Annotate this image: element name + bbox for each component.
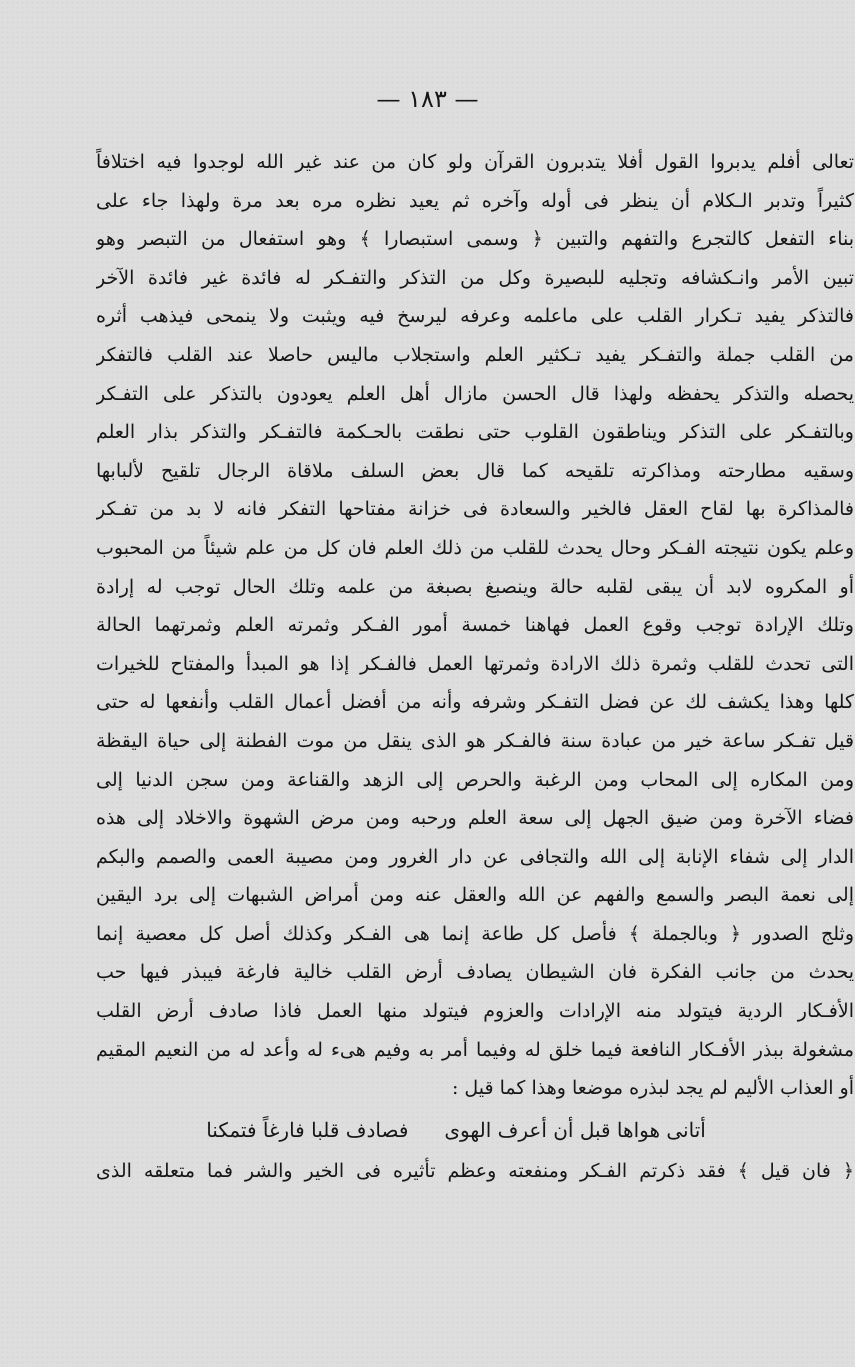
text-line: وثلج الصدور ﴿ وبالجملة ﴾ فأصل كل طاعة إنما هى الفـكر وكذلك أصل كل معصية إنما	[96, 922, 854, 945]
text-line: التى تحدث للقلب وثمرة ذلك الارادة وثمرتها العمل فالفـكر إذا هو المبدأ والمفتاح للخيرات	[96, 652, 854, 675]
closing-line: ﴿ فان قيل ﴾ فقد ذكرتم الفـكر ومنفعته وعظم تأثيره فى الخير والشر فما متعلقه الذى	[96, 1159, 854, 1182]
text-line: كلها وهذا يكشف لك عن فضل التفـكر وشرفه وأنه من أفضل أعمال القلب وأنفعها له حتى	[96, 691, 854, 714]
first-hemistich: أتانى هواها قبل أن أعرف الهوى	[444, 1117, 706, 1142]
text-line: وتلك الإرادة توجب وقوع العمل فهاهنا خمسة أمور الفـكر وثمرته العلم وثمرتهما الحالة	[96, 614, 854, 637]
text-line: كثيراً وتدبر الـكلام أن ينظر فى أوله وآخره ثم يعيد نظره مره بعد مرة ولهذا جاء على	[96, 189, 854, 212]
page-number: — ١٨٣ —	[376, 85, 479, 113]
body-text	[96, 143, 854, 1190]
text-line: تبين الأمر وانـكشافه وتجليه للبصيرة وكل من التذكر والتفـكر له فائدة غير فائدة الآخر	[96, 266, 854, 289]
text-line: وبالتفـكر على التذكر ويناطقون القلوب حتى نطقت بالحـكمة فالتفـكر والتذكر بذار العلم	[96, 421, 854, 444]
text-line: وسقيه مطارحته ومذاكرته تلقيحه كما قال بعض السلف ملاقاة الرجال تلقيح لألبابها	[96, 459, 854, 482]
second-hemistich: فصادف قلبا فارغاً فتمكنا	[206, 1117, 409, 1142]
text-line: مشغولة ببذر الأفـكار النافعة فيما خلق له وفيما أمر به وفيم هىء له وأعد له من النعيم المقيم	[96, 1038, 854, 1061]
text-line: فالتذكر يفيد تـكرار القلب على ماعلمه وعرفه ليرسخ فيه ويثبت ولا ينمحى فيذهب أثره	[96, 305, 854, 328]
text-line: يحدث من جانب الفكرة فان الشيطان يصادف أرض القلب خالية فارغة فيبذر فيها حب	[96, 961, 854, 984]
text-line: إلى نعمة البصر والسمع والفهم عن الله والعقل عنه ومن أمراض الشبهات إلى برد اليقين	[96, 884, 854, 907]
poetry-verse	[96, 1108, 816, 1152]
text-line: أو المكروه لابد أن يبقى لقلبه حالة وينصبغ بصبغة من علمه وتلك الحال توجب له إرادة	[96, 575, 854, 598]
text-line: أو العذاب الأليم لم يجد لبذره موضعا وهذا كما قيل :	[451, 1077, 854, 1100]
text-line: قيل تفـكر ساعة خير من عبادة سنة فالفـكر هو الذى ينقل من موت الفطنة إلى حياة اليقظة	[96, 729, 854, 752]
text-line: فالمذاكرة بها لقاح العقل فالخير والسعادة فى خزانة مفتاحها التفكر فانه لا بد من تفـكر	[96, 498, 854, 521]
text-line: ومن المكاره إلى المحاب ومن الرغبة والحرص إلى الزهد والقناعة ومن سجن الدنيا إلى	[96, 768, 854, 791]
text-line: يحصله والتذكر يحفظه ولهذا قال الحسن مازال أهل العلم يعودون بالتذكر على التفـكر	[96, 382, 854, 405]
text-line: تعالى أفلم يدبروا القول أفلا يتدبرون القرآن ولو كان من عند غير الله لوجدوا فيه اختلافاً	[96, 151, 854, 173]
text-line: بناء التفعل كالتجرع والتفهم والتبين ﴿ وسمى استبصارا ﴾ وهو استفعال من التبصر وهو	[96, 228, 854, 251]
text-line: الأفـكار الردية فيتولد منه الإرادات والعزوم فيتولد منها العمل فاذا صادف أرض القلب	[96, 1000, 854, 1023]
text-line: فضاء الآخرة ومن ضيق الجهل إلى سعة العلم ورحبه ومن مرض الشهوة والاخلاد إلى هذه	[96, 807, 854, 830]
text-line: الدار إلى شفاء الإنابة إلى الله والتجافى عن دار الغرور ومن مصيبة العمى والصمم والبكم	[96, 845, 854, 868]
text-line: من القلب جملة والتفـكر يفيد تـكثير العلم واستجلاب ماليس حاصلا عند القلب فالتفكر	[96, 343, 854, 366]
text-line: وعلم يكون نتيجته الفـكر وحال يحدث للقلب من ذلك العلم فان كل من علم شيئاً من المحبوب	[96, 536, 854, 559]
